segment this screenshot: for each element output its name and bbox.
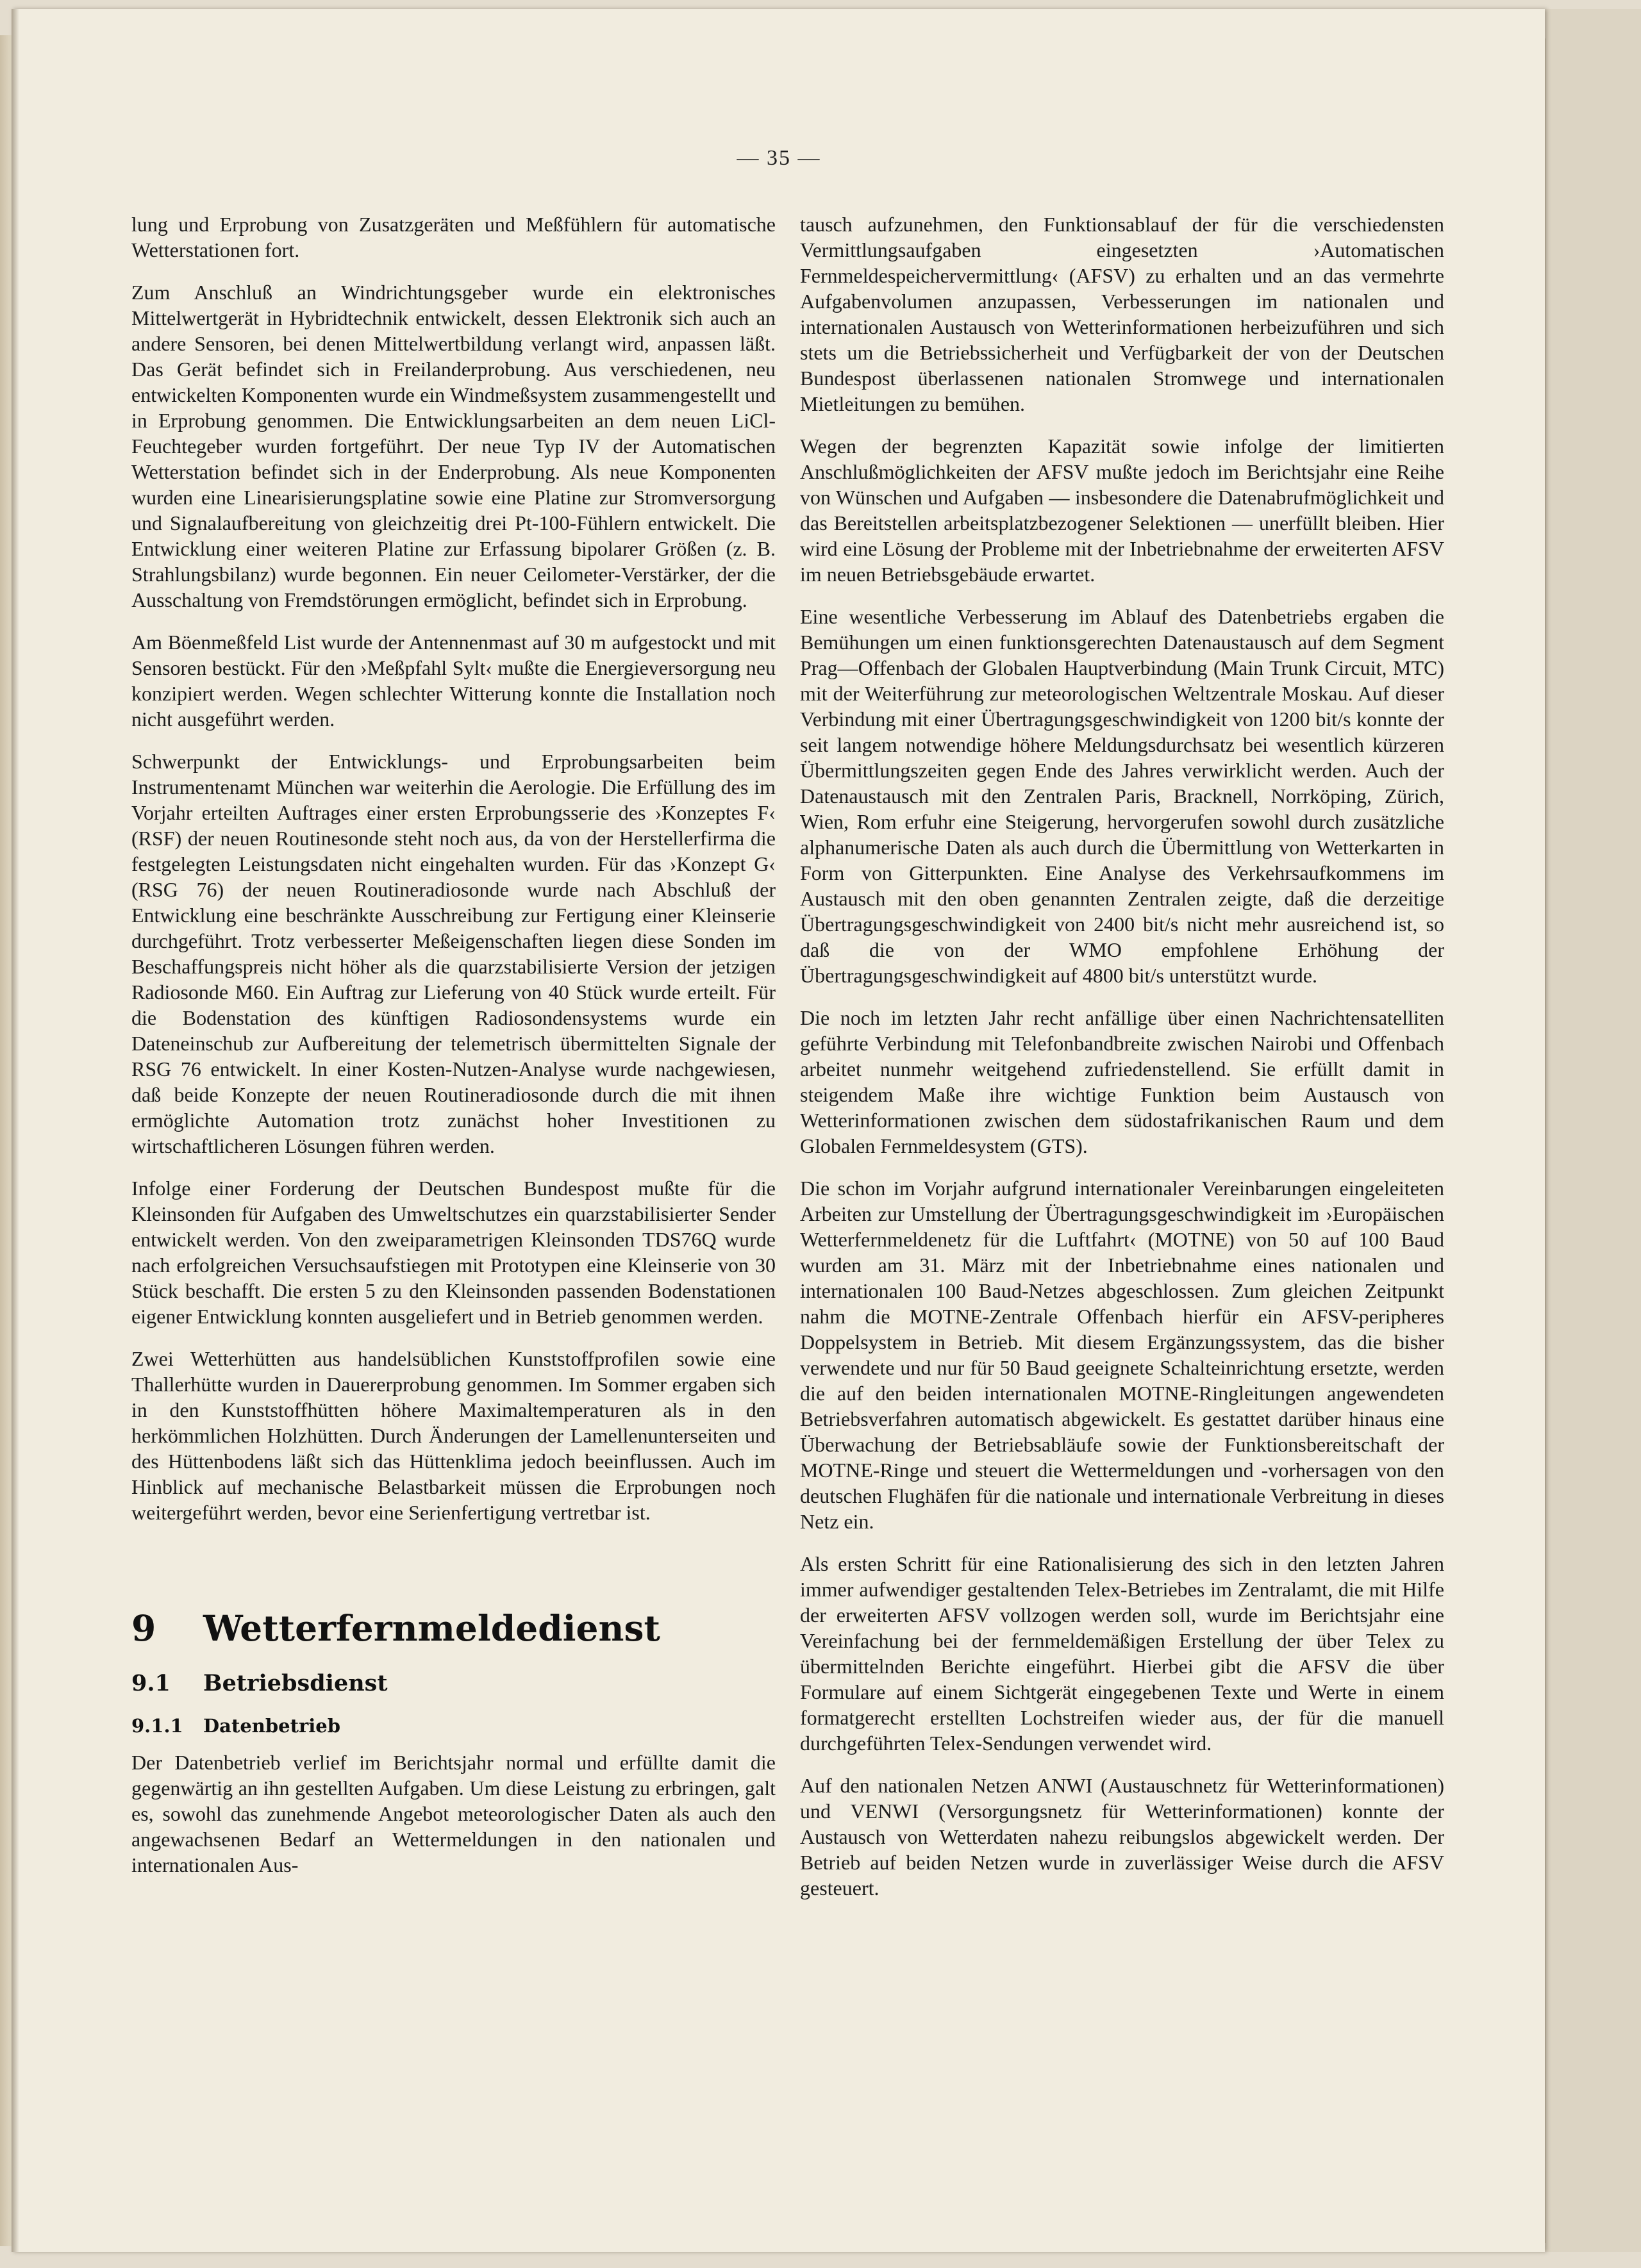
section-heading — [131, 1669, 776, 1698]
paragraph: Als ersten Schritt für eine Rationalisierung des sich in den letzten Jahren immer aufwendiger gestaltenden Telex-Betriebes im Zentralamt, die mit Hilfe der erweiterten AFSV vollzogen werden soll, wurde im Berichtsjahr eine Vereinfachung bei der fernmeldemäßigen Erstellung der über Telex zu übermittelnden Berichte eingeführt. Hierbei gibt die AFSV die über Formulare auf einem Sichtgerät eingegebenen Texte und Werte in einem formatgerecht erstellten Lochstreifen wieder aus, der für die manuell durchgeführten Telex-Sendungen verwendet wird. — [800, 1552, 1444, 1755]
paragraph: tausch aufzunehmen, den Funktionsablauf der für die verschiedensten Vermittlungsaufgaben eingesetzten ›Automatischen Fernmeldespeichervermittlung‹ (AFSV) zu erhalten und an das vermehrte Aufgabenvolumen anzupassen, Verbesserungen im nationalen und internationalen Austausch von Wetterinformationen herbeizuführen und sich stets um die Betriebssicherheit und Verfügbarkeit der von der Deutschen Bundespost überlassenen nationalen Stromwege und internationalen Mietleitungen zu bemühen. — [800, 213, 1444, 415]
paragraph: Der Datenbetrieb verlief im Berichtsjahr normal und erfüllte damit die gegenwärtig an ihn gestellten Aufgaben. Um diese Leistung zu erbringen, galt es, sowohl das zunehmende Angebot meteorologischer Daten als auch den angewachsenen Bedarf an Wettermeldungen in den nationalen und internationalen Aus- — [131, 1751, 776, 1876]
paragraph: Schwerpunkt der Entwicklungs- und Erprobungsarbeiten beim Instrumentenamt München war weiterhin die Aerologie. Die Erfüllung des im Vorjahr erteilten Auftrages einer ersten Erprobungsserie des ›Konzeptes F‹ (RSF) der neuen Routinesonde steht noch aus, da von der Herstellerfirma die festgelegten Leistungsdaten nicht eingehalten wurden. Für das ›Konzept G‹ (RSG 76) der neuen Routineradiosonde wurde nach Abschluß der Entwicklung eine beschränkte Ausschreibung zur Fertigung einer Kleinserie durchgeführt. Trotz verbesserter Meßeigenschaften liegen diese Sonden im Beschaffungspreis nicht höher als die quarzstabilisierte Version der jetzigen Radiosonde M60. Ein Auftrag zur Lieferung von 40 Stück wurde erteilt. Für die Bodenstation des künftigen Radiosondensystems wurde ein Dateneinschub zur Aufbereitung der telemetrisch übermittelten Signale der RSG 76 entwickelt. In einer Kosten-Nutzen-Analyse wurde nachgewiesen, daß beide Konzepte der neuen Routineradiosonde durch die mit ihnen ermöglichte Automation trotz zunächst hoher Investitionen zu wirtschaftlicheren Lösungen führen werden. — [131, 750, 776, 1157]
binding-shadow — [12, 9, 19, 2252]
paragraph: Infolge einer Forderung der Deutschen Bundespost mußte für die Kleinsonden für Aufgaben des Umweltschutzes ein quarzstabilisierter Sender entwickelt werden. Von den zweiparametrigen Kleinsonden TDS76Q wurde nach erfolgreichen Versuchsaufstiegen mit Prototypen eine Kleinserie von 30 Stück beschafft. Die ersten 5 zu den Kleinsonden passenden Bodenstationen eigener Entwicklung konnten ausgeliefert und in Betrieb genommen werden. — [131, 1177, 776, 1328]
paragraph: Die noch im letzten Jahr recht anfällige über einen Nachrichtensatelliten geführte Verbindung mit Telefonbandbreite zwischen Nairobi und Offenbach arbeitet nunmehr weitgehend zufriedenstellend. Sie erfüllt damit in steigendem Maße ihre wichtige Funktion beim Austausch von Wetterinformationen zwischen dem südostafrikanischen Raum und dem Globalen Fernmeldesystem (GTS). — [800, 1006, 1444, 1157]
paragraph: Auf den nationalen Netzen ANWI (Austauschnetz für Wetterinformationen) und VENWI (Versorgungsnetz für Wetterinformationen) konnte der Austausch von Wetterdaten nahezu reibungslos abgewickelt werden. Der Betrieb auf beiden Netzen wurde in zuverlässiger Weise durch die AFSV gesteuert. — [800, 1774, 1444, 1900]
subsection-heading — [131, 1712, 776, 1739]
paragraph: Zwei Wetterhütten aus handelsüblichen Kunststoffprofilen sowie eine Thallerhütte wurden in Dauererprobung genommen. Im Sommer ergaben sich in den Kunststoffhütten höhere Maximaltemperaturen als in den herkömmlichen Holzhütten. Durch Änderungen der Lamellenunterseiten und des Hüttenbodens läßt sich das Hüttenklima jedoch beeinflussen. Auch im Hinblick auf mechanische Belastbarkeit müssen die Erprobungen noch weitergeführt werden, bevor eine Serienfertigung vertretbar ist. — [131, 1347, 776, 1524]
section-title: Betriebsdienst — [203, 1670, 388, 1696]
chapter-number: 9 — [131, 1607, 156, 1649]
subsection-number: 9.1.1 — [131, 1715, 183, 1737]
paragraph: Am Böenmeßfeld List wurde der Antennenmast auf 30 m aufgestockt und mit Sensoren bestückt. Für den ›Meßpfahl Sylt‹ mußte die Energieversorgung neu konzipiert werden. Wegen schlechter Witterung konnte die Installation noch nicht ausgeführt werden. — [131, 631, 776, 731]
chapter-title: Wetterfernmeldedienst — [203, 1607, 660, 1649]
paragraph: Wegen der begrenzten Kapazität sowie infolge der limitierten Anschlußmöglichkeiten der AFSV mußte jedoch im Berichtsjahr eine Reihe von Wünschen und Aufgaben — insbesondere die Datenabrufmöglichkeit und das Bereitstellen arbeitsplatzbezogener Selektionen — unerfüllt bleiben. Hier wird eine Lösung der Probleme mit der Inbetriebnahme der erweiterten AFSV im neuen Betriebsgebäude erwartet. — [800, 435, 1444, 586]
previous-page-edge — [0, 35, 12, 2246]
paragraph: Zum Anschluß an Windrichtungsgeber wurde ein elektronisches Mittelwertgerät in Hybridtechnik entwickelt, dessen Elektronik sich auch an andere Sensoren, bei denen Mittelwertbildung verlangt wird, anpassen läßt. Das Gerät befindet sich in Freilanderprobung. Aus verschiedenen, neu entwickelten Komponenten wurde ein Windmeßsystem zusammengestellt und in Erprobung genommen. Die Entwicklungsarbeiten an dem neuen LiCl-Feuchtegeber wurden fortgeführt. Der neue Typ IV der Automatischen Wetterstation befindet sich in der Enderprobung. Als neue Komponenten wurden eine Linearisierungsplatine sowie eine Platine zur Stromversorgung und Signalaufbereitung von gleichzeitig drei Pt-100-Fühlern entwickelt. Die Entwicklung einer weiteren Platine zur Erfassung bipolarer Größen (z. B. Strahlungsbilanz) wurde begonnen. Ein neuer Ceilometer-Verstärker, der die Ausschaltung von Fremdstörungen ermöglicht, befindet sich in Erprobung. — [131, 281, 776, 611]
left-column — [131, 211, 776, 1894]
section-number: 9.1 — [131, 1670, 171, 1696]
chapter-heading — [131, 1607, 776, 1650]
subsection-title: Datenbetrieb — [203, 1715, 341, 1737]
paragraph: Eine wesentliche Verbesserung im Ablauf des Datenbetriebs ergaben die Bemühungen um einen funktionsgerechten Datenaustausch auf dem Segment Prag—Offenbach der Globalen Hauptverbindung (Main Trunk Circuit, MTC) mit der Weiterführung zur meteorologischen Weltzentrale Moskau. Auf dieser Verbindung mit einer Übertragungsgeschwindigkeit von 1200 bit/s konnte der seit langem notwendige höhere Meldungsdurchsatz bei wesentlich kürzeren Übermittlungszeiten gegen Ende des Jahres verwirklicht werden. Auch der Datenaustausch mit den Zentralen Paris, Bracknell, Norrköping, Zürich, Wien, Rom erfuhr eine Steigerung, hervorgerufen sowohl durch zusätzliche alphanumerische Daten als auch durch die Übermittlung von Wetterkarten in Form von Gitterpunkten. Eine Analyse des Verkehrsaufkommens im Austausch mit den oben genannten Zentralen zeigte, daß die derzeitige Übertragungsgeschwindigkeit von 2400 bit/s nicht mehr ausreichend ist, so daß die von der WMO empfohlene Erhöhung der Übertragungsgeschwindigkeit auf 4800 bit/s unterstützt wurde. — [800, 605, 1444, 987]
right-column — [800, 211, 1444, 1917]
page-number: — 35 — — [737, 146, 821, 170]
paragraph: Die schon im Vorjahr aufgrund internationaler Vereinbarungen eingeleiteten Arbeiten zur Umstellung der Übertragungsgeschwindigkeit im ›Europäischen Wetterfernmeldenetz für die Luftfahrt‹ (MOTNE) von 50 auf 100 Baud wurden am 31. März mit der Inbetriebnahme eines nationalen und internationalen 100 Baud-Netzes abgeschlossen. Zum gleichen Zeitpunkt nahm die MOTNE-Zentrale Offenbach hierfür ein AFSV-peripheres Doppelsystem in Betrieb. Mit diesem Ergänzungssystem, das die bisher verwendete und nur für 50 Baud geeignete Schalteinrichtung ersetzte, werden die auf den beiden internationalen MOTNE-Ringleitungen angewendeten Betriebsverfahren automatisch abgewickelt. Es gestattet darüber hinaus eine Überwachung der Betriebsabläufe sowie der Funktionsbereitschaft der MOTNE-Ringe und steuert die Wettermeldungen und -vorhersagen von den deutschen Flughäfen für die nationale und internationale Verbreitung in dieses Netz ein. — [800, 1177, 1444, 1533]
paragraph: lung und Erprobung von Zusatzgeräten und Meßfühlern für automatische Wetterstationen fort. — [131, 213, 776, 261]
